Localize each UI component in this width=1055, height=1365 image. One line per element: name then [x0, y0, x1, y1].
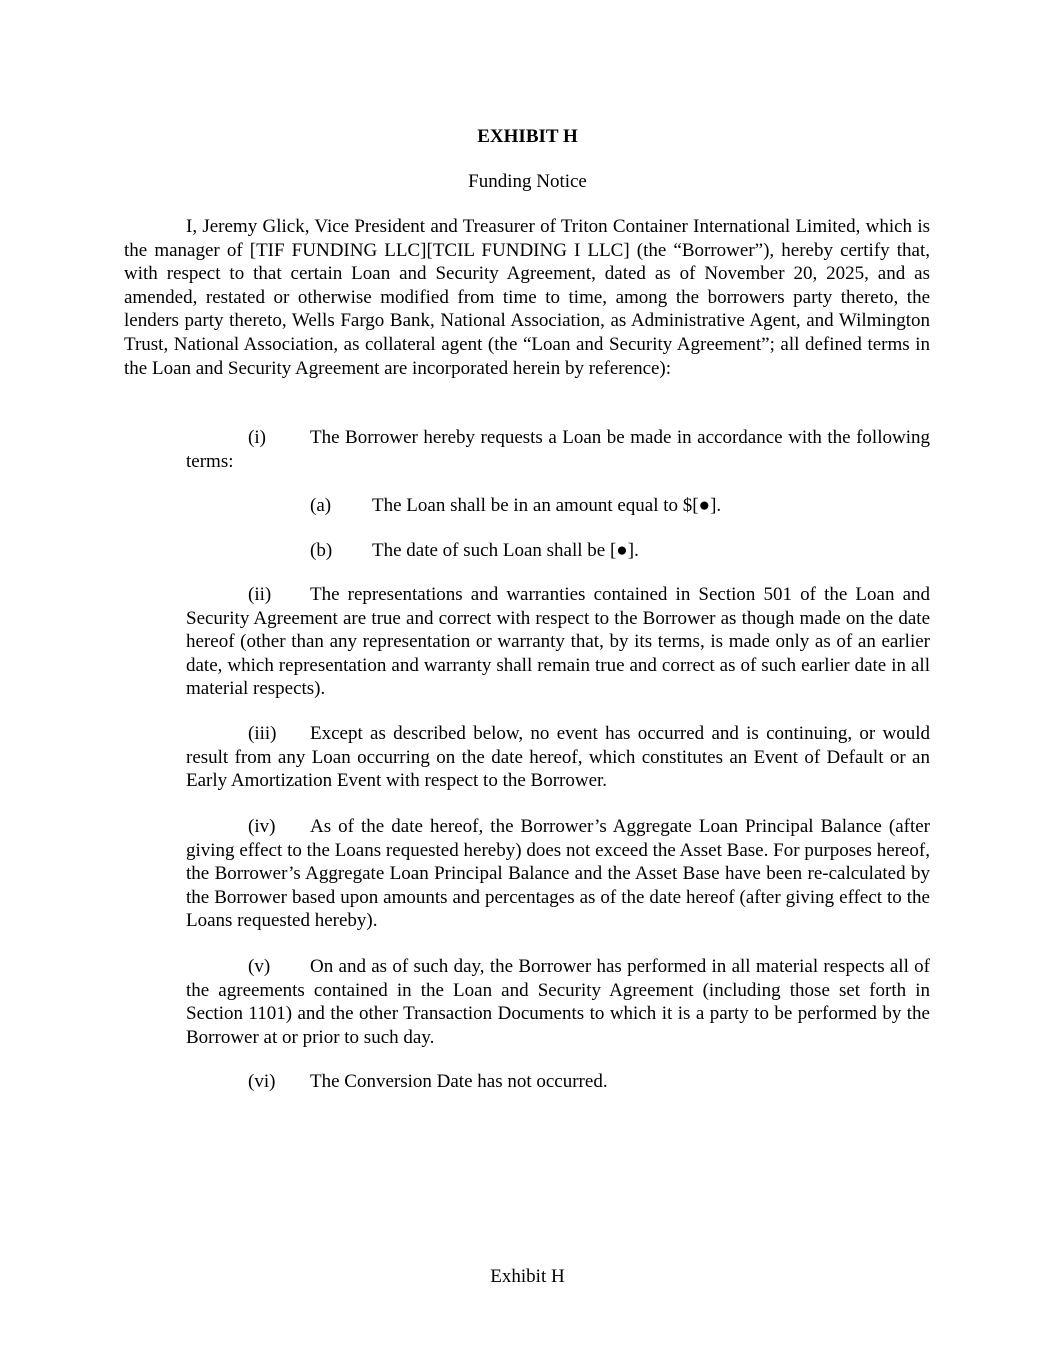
item-vi	[186, 1070, 930, 1094]
item-i	[186, 426, 930, 473]
subitem-text: The date of such Loan shall be [●].	[372, 540, 639, 561]
item-number: (iv)	[248, 816, 276, 837]
page-footer: Exhibit H	[490, 1266, 565, 1287]
item-text: Except as described below, no event has occurred and is continuing, or would result from any Loan occurring on the date hereof, which constitutes an Event of Default or an Early Amortization Event with respect to the Borrower.	[186, 723, 930, 792]
subitem-a	[310, 494, 930, 518]
document-subtitle: Funding Notice	[468, 171, 587, 192]
item-number: (vi)	[248, 1071, 276, 1092]
item-number: (i)	[248, 427, 266, 448]
item-number: (v)	[248, 956, 271, 977]
item-text: The Borrower hereby requests a Loan be made in accordance with the following terms:	[186, 427, 930, 472]
item-number: (ii)	[248, 584, 272, 605]
item-text: As of the date hereof, the Borrower’s Aggregate Loan Principal Balance (after giving effect to the Loans requested hereby) does not exceed the Asset Base. For purposes hereof, the Borrower’s Aggregate Loan Principal Balance and the Asset Base have been re-calculated by the Borrower based upon amounts and percentages as of the date hereof (after giving effect to the Loans requested hereby).	[186, 816, 930, 932]
item-iv	[186, 815, 930, 933]
item-text: The representations and warranties contained in Section 501 of the Loan and Security Agreement are true and correct with respect to the Borrower as though made on the date hereof (other than any representation or warranty that, by its terms, is made only as of an earlier date, which representation and warranty shall remain true and correct as of such earlier date in all material respects).	[186, 584, 930, 700]
subitem-number: (a)	[310, 495, 332, 516]
item-ii	[186, 583, 930, 701]
item-v	[186, 955, 930, 1049]
item-number: (iii)	[248, 723, 277, 744]
subitem-number: (b)	[310, 540, 333, 561]
exhibit-title: EXHIBIT H	[477, 126, 578, 147]
intro-paragraph: I, Jeremy Glick, Vice President and Treasurer of Triton Container International Limited, which is the manager of [TIF FUNDING LLC][TCIL FUNDING I LLC] (the “Borrower”), hereby certify that, with respect to that certain Loan and Security Agreement, dated as of November 20, 2025, and as amended, restated or otherwise modified from time to time, among the borrowers party thereto, the lenders party thereto, Wells Fargo Bank, National Association, as Administrative Agent, and Wilmington Trust, National Association, as collateral agent (the “Loan and Security Agreement”; all defined terms in the Loan and Security Agreement are incorporated herein by reference):	[124, 216, 930, 379]
item-iii	[186, 722, 930, 793]
subitem-text: The Loan shall be in an amount equal to $[●].	[372, 495, 722, 516]
item-text: The Conversion Date has not occurred.	[310, 1071, 608, 1092]
item-text: On and as of such day, the Borrower has performed in all material respects all of the agreements contained in the Loan and Security Agreement (including those set forth in Section 1101) and the other Transaction Documents to which it is a party to be performed by the Borrower at or prior to such day.	[186, 956, 930, 1048]
subitem-b	[310, 539, 930, 563]
